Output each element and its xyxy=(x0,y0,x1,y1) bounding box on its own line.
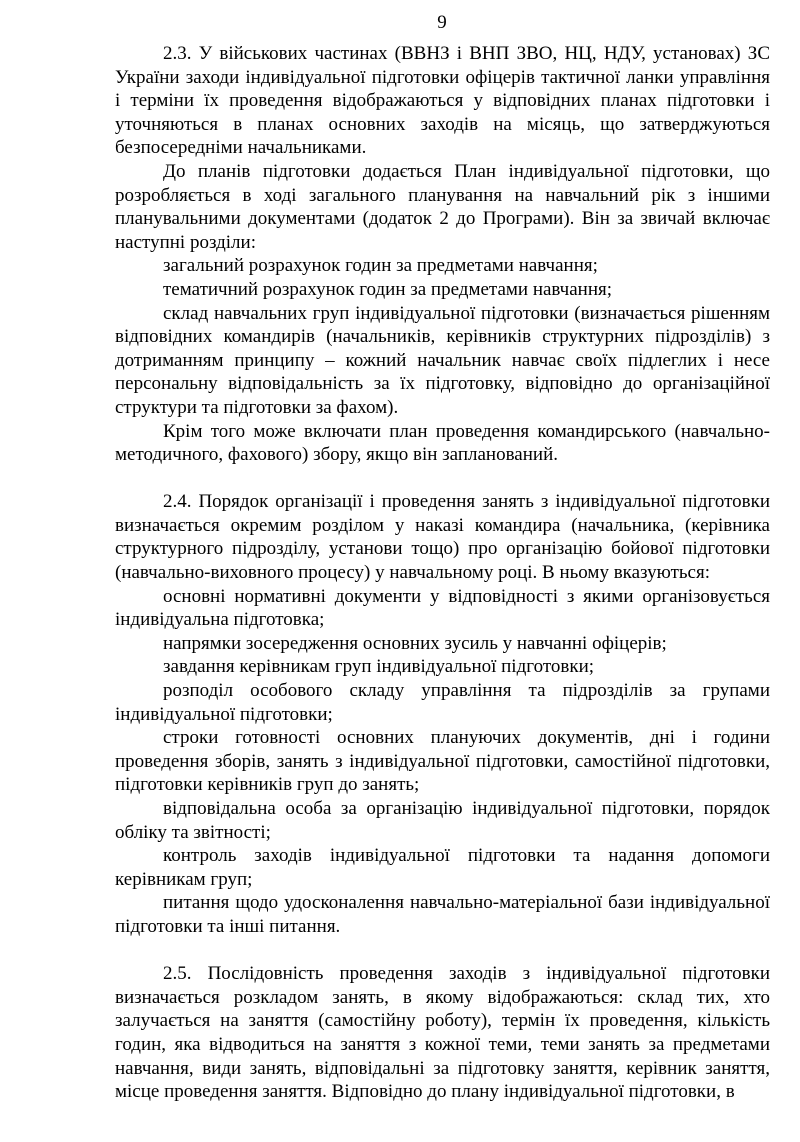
paragraph-2-4: 2.4. Порядок організації і проведення занять з індивідуальної підготовки визначається окремим розділом у наказі командира (начальника, (керівника структурного підрозділу, установи тощо) про організацію бойової підготовки (навчально-виховного процесу) у навчальному році. В ньому вказуються: xyxy=(115,491,770,584)
list-item-group-composition: склад навчальних груп індивідуальної підготовки (визначається рішенням відповідних командирів (начальників, керівників структурних підрозділів) з дотриманням принципу – кожний начальник навчає своїх підлеглих і несе персональну відповідальність за їх підготовку, відповідно до організаційної структури та підготовки за фахом). xyxy=(115,302,770,418)
list-item-thematic-hours: тематичний розрахунок годин за предметами навчання; xyxy=(163,278,613,300)
list-item-readiness-deadlines: строки готовності основних плануючих документів, дні і години проведення зборів, занять з індивідуальної підготовки, самостійної підготовки, підготовки керівників груп до занять; xyxy=(115,727,770,796)
paragraph-2-3: 2.3. У військових частинах (ВВНЗ і ВНП ЗВО, НЦ, НДУ, установах) ЗС України заходи індивідуальної підготовки офіцерів тактичної ланки управління і терміни їх проведення відображаються у відповідних планах підготовки і уточняються в планах основних заходів на місяць, що затверджуються безпосередніми начальниками. xyxy=(115,43,770,159)
list-item-control-measures: контроль заходів індивідуальної підготовки та надання допомоги керівникам груп; xyxy=(115,845,770,890)
list-item-personnel-distribution: розподіл особового складу управління та підрозділів за групами індивідуальної підготовки; xyxy=(115,680,770,725)
paragraph-2-5: 2.5. Послідовність проведення заходів з індивідуальної підготовки визначається розкладом занять, в якому відображаються: склад тих, хто залучається на заняття (самостійну роботу), термін їх проведення, кількість годин, яка відводиться на заняття з кожної теми, теми занять за предметами навчання, види занять, відповідальні за підготовку заняття, керівник заняття, місце проведення заняття. Відповідно до плану індивідуальної підготовки, в xyxy=(115,963,770,1103)
page-number: 9 xyxy=(437,12,447,33)
list-item-material-base: питання щодо удосконалення навчально-матеріальної бази індивідуальної підготовки та інші питання. xyxy=(115,892,770,937)
paragraph-additional-plan: Крім того може включати план проведення командирського (навчально-методичного, фахового) збору, якщо він запланований. xyxy=(115,420,770,466)
list-item-normative-documents: основні нормативні документи у відповідності з якими організовується індивідуальна підготовка; xyxy=(115,585,770,631)
list-item-general-hours: загальний розрахунок годин за предметами навчання; xyxy=(163,255,598,277)
document-body xyxy=(115,42,770,1104)
list-item-main-efforts: напрямки зосередження основних зусиль у навчанні офіцерів; xyxy=(163,632,667,654)
list-item-responsible-person: відповідальна особа за організацію індивідуальної підготовки, порядок обліку та звітності; xyxy=(115,798,770,843)
list-item-group-leader-tasks: завдання керівникам груп індивідуальної підготовки; xyxy=(163,656,595,678)
paragraph-plans-attachment: До планів підготовки додається План індивідуальної підготовки, що розробляється в ході загального планування на навчальний рік з іншими планувальними документами (додаток 2 до Програми). Він за звичай включає наступні розділи: xyxy=(115,160,770,253)
